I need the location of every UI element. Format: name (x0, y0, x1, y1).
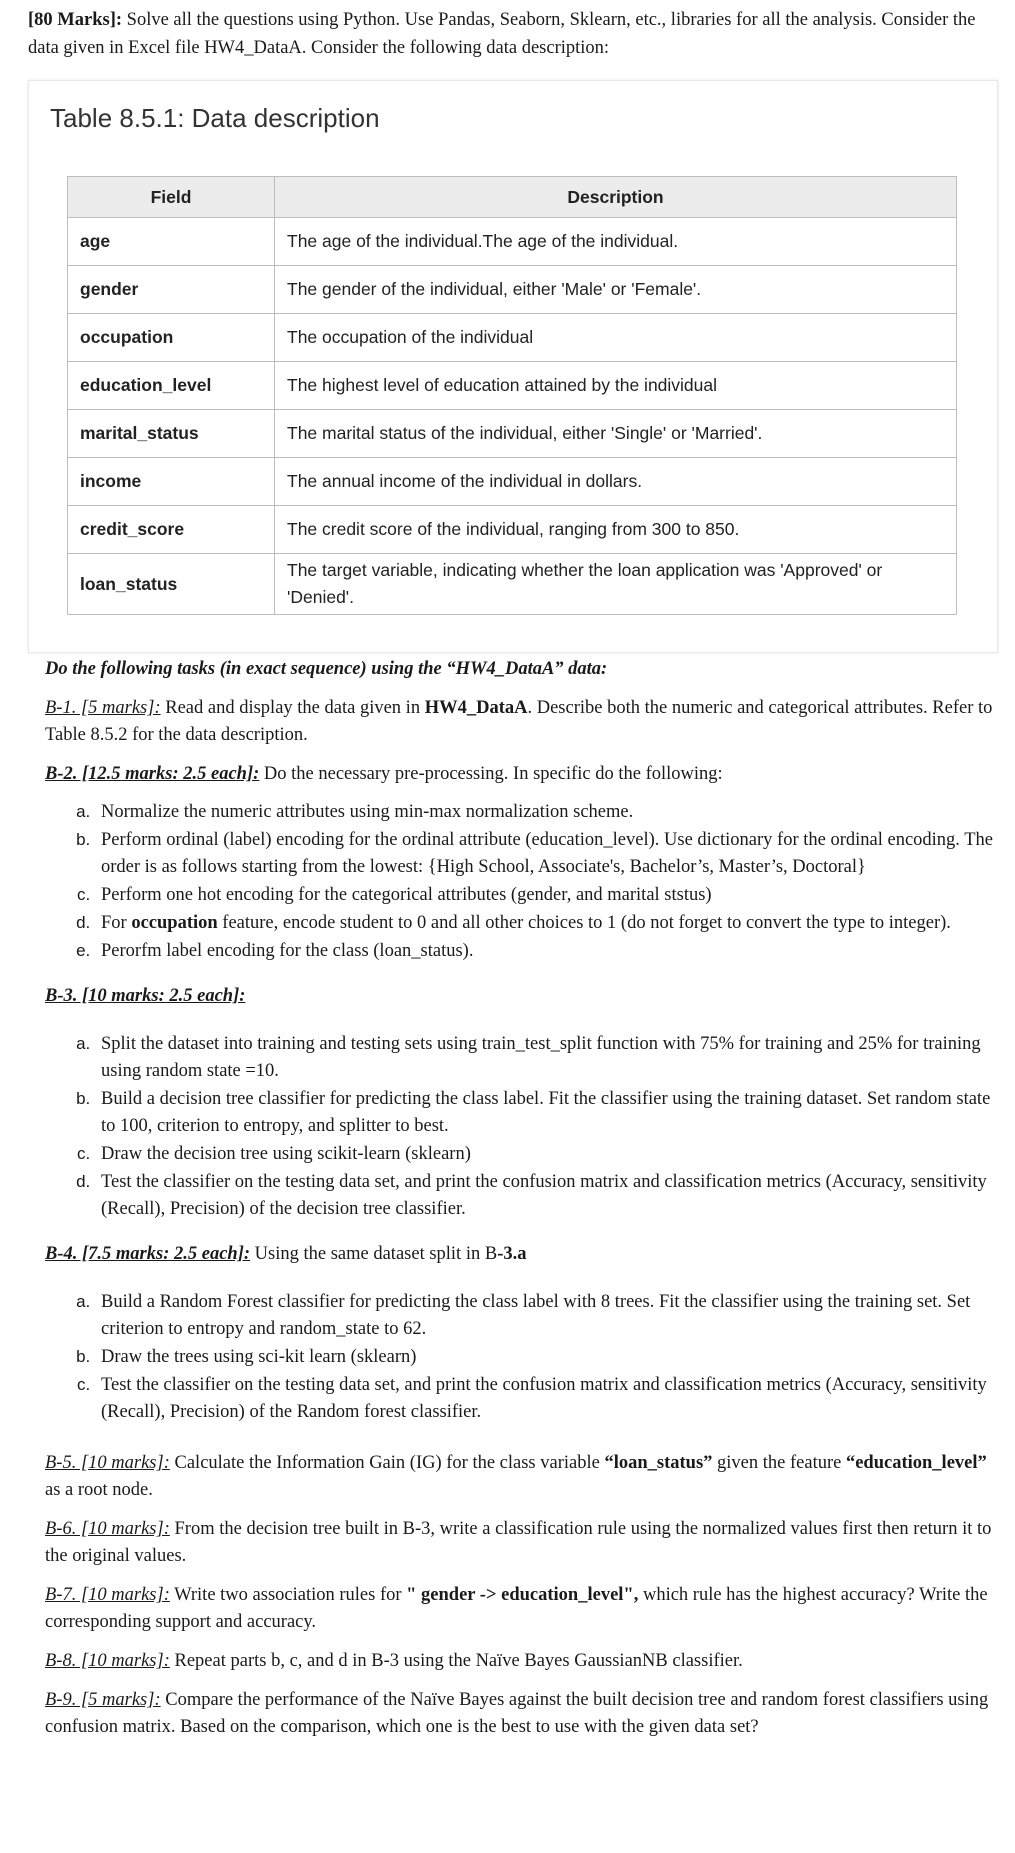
table-row (68, 458, 957, 506)
task-b4-text: Using the same dataset split in B (250, 1244, 498, 1264)
header-field: Field (68, 177, 275, 218)
task-b6-text: From the decision tree built in B-3, write a classification rule using the normalized values first then return it to the original values. (45, 1519, 992, 1566)
description-cell: The gender of the individual, either 'Male' or 'Female'. (275, 266, 957, 314)
description-cell: The marital status of the individual, either 'Single' or 'Married'. (275, 410, 957, 458)
task-b5-feature: “education_level” (845, 1453, 987, 1473)
list-item: d. Test the classifier on the testing data set, and print the confusion matrix and classification metrics (Accuracy, sensitivity (Recall), Precision) of the decision tree classifier. (95, 1168, 1000, 1223)
task-b1-text: Read and display the data given in (160, 698, 425, 718)
table-title: Table 8.5.1: Data description (50, 103, 380, 133)
description-cell: The age of the individual.The age of the individual. (275, 218, 957, 266)
task-b8-label: B-8. [10 marks]: (45, 1651, 170, 1671)
table-row (68, 554, 957, 615)
intro-paragraph (28, 6, 1000, 62)
task-b3-list (45, 1030, 1000, 1223)
list-item: b. Perform ordinal (label) encoding for the ordinal attribute (education_level). Use dictionary for the ordinal encoding. The order is as follows starting from the lowest: {High School, Associate's, Bachelor’s, Master’s, Doctoral} (95, 826, 1000, 881)
task-b2-list (45, 798, 1000, 965)
task-b7 (45, 1582, 1000, 1636)
task-b9-label: B-9. [5 marks]: (45, 1690, 161, 1710)
task-b4-label: B-4. [7.5 marks: 2.5 each]: (45, 1244, 251, 1264)
field-cell: occupation (68, 314, 275, 362)
task-b2-text: Do the necessary pre-processing. In specific do the following: (259, 764, 723, 784)
description-cell: The highest level of education attained by the individual (275, 362, 957, 410)
data-description-table (67, 176, 957, 615)
description-cell: The credit score of the individual, ranging from 300 to 850. (275, 506, 957, 554)
task-b1-label: B-1. [5 marks]: (45, 698, 161, 718)
task-b5-text-end: as a root node. (45, 1480, 153, 1500)
tasks-section (45, 656, 1000, 1753)
list-item-text: For (101, 913, 132, 933)
description-cell: The target variable, indicating whether the loan application was 'Approved' or 'Denied'. (275, 554, 957, 615)
table-header-row (68, 177, 957, 218)
field-cell: marital_status (68, 410, 275, 458)
task-b3 (45, 983, 1000, 1010)
task-b1 (45, 695, 1000, 749)
task-b8 (45, 1648, 1000, 1675)
header-description: Description (275, 177, 957, 218)
description-cell: The annual income of the individual in dollars. (275, 458, 957, 506)
task-b2-label: B-2. [12.5 marks: 2.5 each]: (45, 764, 260, 784)
task-b7-text: Write two association rules for (169, 1585, 407, 1605)
description-cell: The occupation of the individual (275, 314, 957, 362)
table-row (68, 362, 957, 410)
list-item: a. Build a Random Forest classifier for predicting the class label with 8 trees. Fit the classifier using the training set. Set criterion to entropy and random_state to 62. (95, 1288, 1000, 1343)
list-item-bold: occupation (131, 913, 218, 933)
task-b5 (45, 1450, 1000, 1504)
table-row (68, 506, 957, 554)
task-b4-ref: -3.a (497, 1244, 527, 1264)
list-item (95, 909, 1000, 937)
field-cell: credit_score (68, 506, 275, 554)
task-b6 (45, 1516, 1000, 1570)
task-b8-text: Repeat parts b, c, and d in B-3 using the Naïve Bayes GaussianNB classifier. (169, 1651, 743, 1671)
list-item: a. Normalize the numeric attributes using min-max normalization scheme. (95, 798, 1000, 826)
list-item: e. Perorfm label encoding for the class (loan_status). (95, 937, 1000, 965)
task-b1-text-end: . Describe both the numeric and categorical attributes. Refer to Table 8.5.2 for the data description. (45, 698, 993, 745)
task-b4 (45, 1241, 1000, 1268)
task-b7-text-end: which rule has the highest accuracy? Write the corresponding support and accuracy. (45, 1585, 988, 1632)
task-b4-list (45, 1288, 1000, 1426)
task-b3-label: B-3. [10 marks: 2.5 each]: (45, 986, 246, 1006)
list-item: c. Draw the decision tree using scikit-learn (sklearn) (95, 1140, 1000, 1168)
task-b5-label: B-5. [10 marks]: (45, 1453, 170, 1473)
task-b5-class: “loan_status” (604, 1453, 713, 1473)
total-marks: [80 Marks]: (28, 10, 123, 30)
tasks-heading: Do the following tasks (in exact sequence) using the “HW4_DataA” data: (45, 659, 608, 679)
task-b5-text: Calculate the Information Gain (IG) for the class variable (169, 1453, 605, 1473)
list-item: a. Split the dataset into training and testing sets using train_test_split function with 75% for training and 25% for training using random state =10. (95, 1030, 1000, 1085)
task-b1-filename: HW4_DataA (424, 698, 528, 718)
task-b7-rule: " gender -> education_level", (406, 1585, 639, 1605)
list-item: b. Draw the trees using sci-kit learn (sklearn) (95, 1343, 1000, 1371)
field-cell: education_level (68, 362, 275, 410)
field-cell: gender (68, 266, 275, 314)
field-cell: loan_status (68, 554, 275, 615)
task-b9 (45, 1687, 1000, 1741)
list-item: b. Build a decision tree classifier for predicting the class label. Fit the classifier using the training dataset. Set random state to 100, criterion to entropy, and splitter to best. (95, 1085, 1000, 1140)
task-b5-text-mid: given the feature (712, 1453, 846, 1473)
task-b9-text: Compare the performance of the Naïve Bayes against the built decision tree and random forest classifiers using confusion matrix. Based on the comparison, which one is the best to use with the given data set? (45, 1690, 989, 1737)
table-row (68, 314, 957, 362)
table-row (68, 410, 957, 458)
list-item: c. Test the classifier on the testing data set, and print the confusion matrix and classification metrics (Accuracy, sensitivity (Recall), Precision) of the Random forest classifier. (95, 1371, 1000, 1426)
list-item-text-end: feature, encode student to 0 and all other choices to 1 (do not forget to convert the type to integer). (217, 913, 951, 933)
field-cell: age (68, 218, 275, 266)
list-item: c. Perform one hot encoding for the categorical attributes (gender, and marital ststus) (95, 881, 1000, 909)
data-description-card (28, 80, 998, 653)
table-row (68, 218, 957, 266)
field-cell: income (68, 458, 275, 506)
task-b7-label: B-7. [10 marks]: (45, 1585, 170, 1605)
task-b2 (45, 761, 1000, 788)
task-b6-label: B-6. [10 marks]: (45, 1519, 170, 1539)
table-row (68, 266, 957, 314)
intro-text: Solve all the questions using Python. Use Pandas, Seaborn, Sklearn, etc., libraries for all the analysis. Consider the data given in Excel file HW4_DataA. Consider the following data description: (28, 10, 976, 58)
